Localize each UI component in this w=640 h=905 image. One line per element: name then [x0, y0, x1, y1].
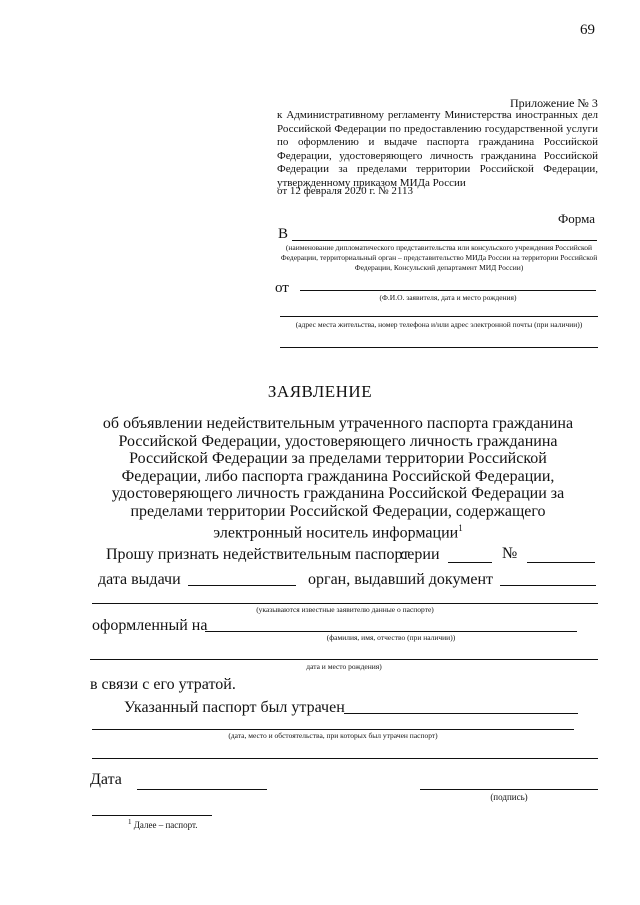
passport-data-field-line[interactable] [92, 603, 598, 604]
form-label: Форма [558, 211, 595, 226]
loss-text: в связи с его утратой. [90, 676, 236, 693]
issuer-label: орган, выдавший документ [308, 571, 494, 588]
lost-label: Указанный паспорт был утрачен [124, 699, 345, 716]
document-title: ЗАЯВЛЕНИЕ [267, 382, 373, 401]
birth-hint: дата и место рождения) [306, 662, 382, 671]
signature-field-line[interactable] [420, 789, 598, 790]
lost-field-line[interactable] [344, 713, 578, 714]
series-field-line[interactable] [448, 562, 492, 563]
issued-to-label: оформленный на [92, 617, 208, 634]
issue-date-label: дата выдачи [98, 571, 181, 588]
loss-circumstances-field-line[interactable] [92, 729, 574, 730]
footnote [128, 818, 197, 830]
footnote-separator [92, 815, 212, 816]
footnote-text: Далее – паспорт. [133, 820, 198, 830]
from-field-line[interactable] [300, 290, 596, 291]
loss-circumstances-field-line-2[interactable] [92, 758, 598, 759]
loss-hint: (дата, место и обстоятельства, при которых был утрачен паспорт) [228, 731, 438, 740]
date-field-line[interactable] [137, 789, 267, 790]
appendix-body: к Административному регламенту Министерства иностранных дел Российской Федерации по предоставлению государственной услуги по оформлению и выдаче паспорта гражданина Российской Федерации, удостоверяющего личность гражданина Российской Федерации за пределами территории Российской Федерации, утвержденному приказом МИДа России [277, 109, 598, 189]
signature-hint: (подпись) [490, 792, 528, 802]
date-label: Дата [90, 771, 122, 788]
address-hint: (адрес места жительства, номер телефона и/или адрес электронной почты (при наличии)) [295, 320, 583, 329]
issue-date-field-line[interactable] [188, 585, 296, 586]
number-label: № [502, 545, 518, 562]
from-hint: (Ф.И.О. заявителя, дата и место рождения) [379, 293, 517, 302]
page-number: 69 [580, 22, 595, 38]
appendix-title: Приложение № 3 [510, 96, 598, 110]
subtitle-footnote-mark: 1 [458, 523, 463, 533]
address-field-line-2[interactable] [280, 347, 598, 348]
footnote-mark: 1 [128, 818, 132, 826]
address-field-line[interactable] [280, 316, 598, 317]
known-data-hint: (указываются известные заявителю данные о паспорте) [256, 605, 434, 614]
fio-hint: (фамилия, имя, отчество (при наличии)) [326, 633, 456, 642]
issuer-field-line[interactable] [500, 585, 596, 586]
request-line-1: Прошу признать недействительным паспорт [106, 546, 410, 563]
birth-field-line[interactable] [90, 659, 598, 660]
to-label: В [278, 226, 289, 242]
appendix-date: от 12 февраля 2020 г. № 2113 [277, 185, 414, 197]
number-field-line[interactable] [527, 562, 595, 563]
document-subtitle [96, 415, 580, 542]
to-field-line[interactable] [292, 240, 597, 241]
issued-to-field-line[interactable] [205, 631, 577, 632]
series-label: серии [400, 546, 440, 563]
document-subtitle-text: об объявлении недействительным утраченного паспорта гражданина Российской Федерации, удостоверяющего личность гражданина Российской Федерации за пределами территории Российской Федерации, либо паспорта гражданина Российской Федерации, удостоверяющего личность гражданина Российской Федерации за пределами территории Российской Федерации, содержащего электронный носитель информации [102, 415, 574, 542]
from-label: от [275, 280, 289, 296]
to-hint: (наименование дипломатического представительства или консульского учреждения Российской Федерации, территориальный орган – представительство МИДа России на территории Российской Федерации, Консульский департамент МИД России) [280, 243, 598, 272]
